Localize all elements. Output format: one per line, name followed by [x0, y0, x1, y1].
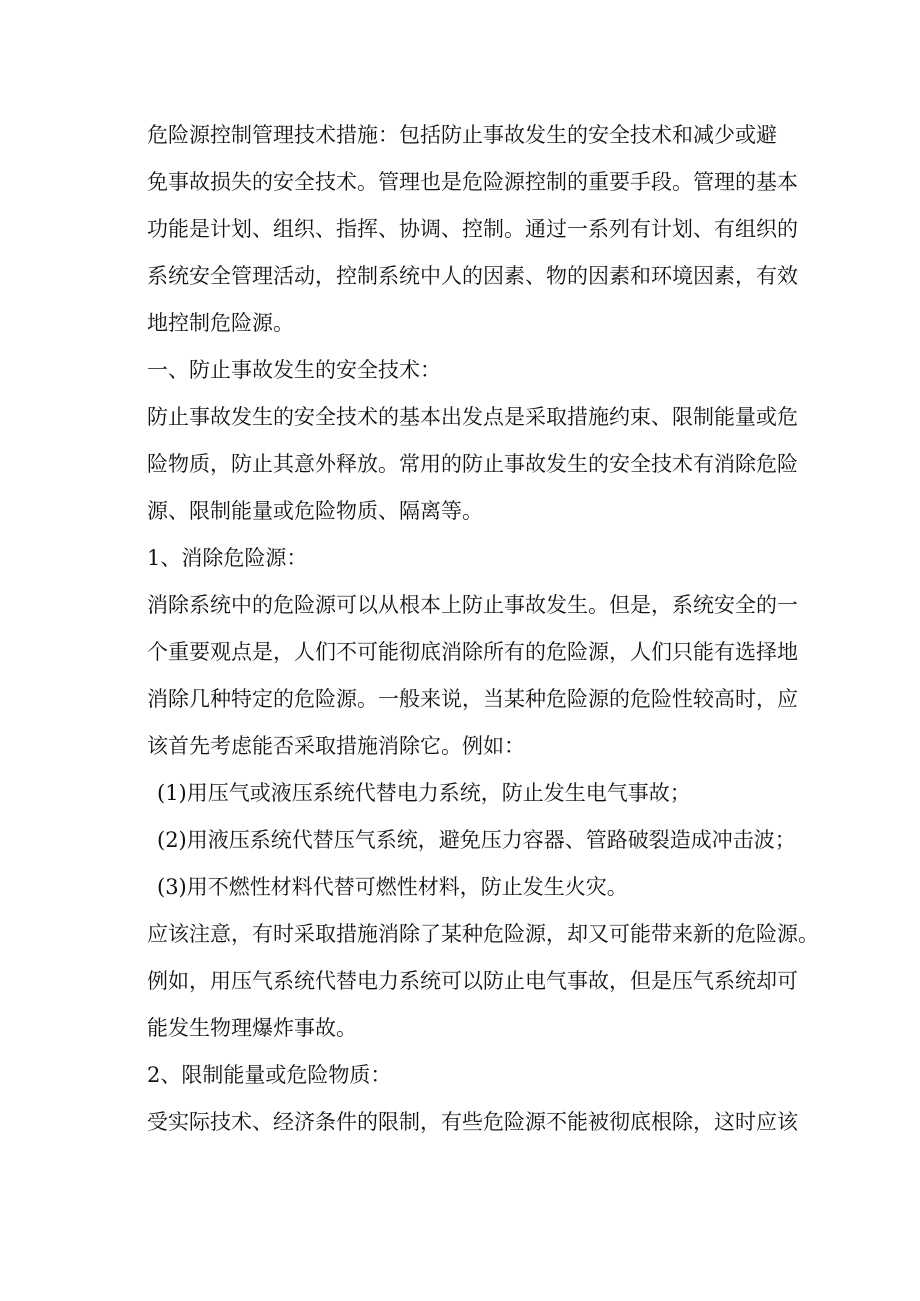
body-line: 防止事故发生的安全技术的基本出发点是采取措施约束、限制能量或危: [147, 405, 798, 429]
list-item: (3)用不燃性材料代替可燃性材料，防止发生火灾。: [157, 875, 628, 899]
body-line: 能发生物理爆炸事故。: [147, 1016, 357, 1040]
body-line: 地控制危险源。: [147, 311, 294, 335]
body-line: 个重要观点是，人们不可能彻底消除所有的危险源，人们只能有选择地: [147, 640, 798, 664]
body-line: 危险源控制管理技术措施：包括防止事故发生的安全技术和减少或避: [147, 123, 777, 147]
body-line: 免事故损失的安全技术。管理也是危险源控制的重要手段。管理的基本: [147, 170, 798, 194]
body-line: 消除几种特定的危险源。一般来说，当某种危险源的危险性较高时，应: [147, 687, 798, 711]
list-item: (1)用压气或液压系统代替电力系统，防止发生电气事故；: [157, 781, 691, 805]
body-line: 功能是计划、组织、指挥、协调、控制。通过一系列有计划、有组织的: [147, 217, 798, 241]
body-line: 源、限制能量或危险物质、隔离等。: [147, 499, 483, 523]
list-item: (2)用液压系统代替压气系统，避免压力容器、管路破裂造成冲击波；: [157, 828, 796, 852]
body-line: 应该注意，有时采取措施消除了某种危险源，却又可能带来新的危险源。: [147, 922, 819, 946]
body-line: 消除系统中的危险源可以从根本上防止事故发生。但是，系统安全的一: [147, 593, 798, 617]
section-heading: 一、防止事故发生的安全技术：: [147, 358, 441, 382]
subsection-heading: 1、消除危险源：: [147, 546, 308, 570]
body-line: 系统安全管理活动，控制系统中人的因素、物的因素和环境因素，有效: [147, 264, 798, 288]
body-line: 险物质，防止其意外释放。常用的防止事故发生的安全技术有消除危险: [147, 452, 798, 476]
body-line: 例如，用压气系统代替电力系统可以防止电气事故，但是压气系统却可: [147, 969, 798, 993]
body-line: 受实际技术、经济条件的限制，有些危险源不能被彻底根除，这时应该: [147, 1110, 798, 1134]
document-body: [147, 112, 819, 1146]
body-line: 该首先考虑能否采取措施消除它。例如：: [147, 734, 525, 758]
subsection-heading: 2、限制能量或危险物质：: [147, 1063, 392, 1087]
